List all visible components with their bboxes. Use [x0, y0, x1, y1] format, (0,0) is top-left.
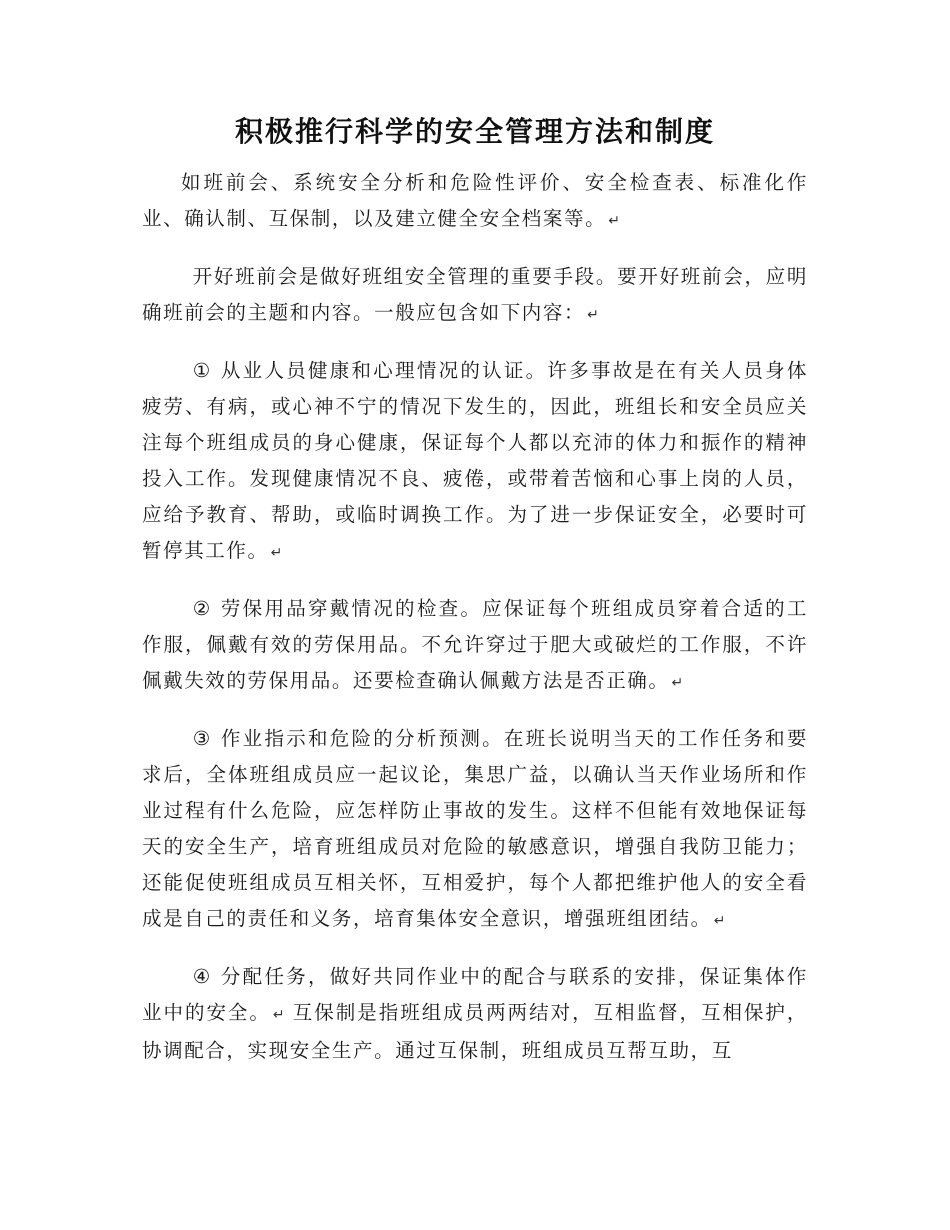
paragraph-mark-icon: ↵: [270, 545, 283, 561]
paragraph-text: ③ 作业指示和危险的分析预测。在班长说明当天的工作任务和要求后，全体班组成员应一起议论，集思广益，以确认当天作业场所和作业过程有什么危险，应怎样防止事故的发生。这样不但能有效地保证每天的安全生产，培育班组成员对危险的敏感意识，增强自我防卫能力；还能促使班组成员互相关怀，互相爱护，每个人都把维护他人的安全看成是自己的责任和义务，培育集体安全意识，增强班组团结。: [142, 727, 808, 930]
paragraph-item-4: [142, 959, 808, 1069]
paragraph-item-1: [142, 353, 808, 571]
paragraph-mark-icon: ↵: [272, 1007, 285, 1023]
paragraph-item-2: [142, 591, 808, 701]
document-body: [142, 165, 808, 1089]
document-title: 积极推行科学的安全管理方法和制度: [234, 115, 715, 148]
paragraph-mark-icon: ↵: [713, 913, 726, 929]
paragraph-text: ① 从业人员健康和心理情况的认证。许多事故是在有关人员身体疲劳、有病，或心神不宁的情况下发生的，因此，班组长和安全员应关注每个班组成员的身心健康，保证每个人都以充沛的体力和振作的精神投入工作。发现健康情况不良、疲倦，或带着苦恼和心事上岗的人员，应给予教育、帮助，或临时调换工作。为了进一步保证安全，必要时可暂停其工作。: [142, 359, 808, 562]
paragraph-mark-icon: ↵: [671, 675, 684, 691]
paragraph-meeting: [142, 259, 808, 333]
paragraph-text: ④ 分配任务，做好共同作业中的配合与联系的安排，保证集体作业中的安全。: [142, 965, 808, 1024]
paragraph-text: 如班前会、系统安全分析和危险性评价、安全检查表、标准化作业、确认制、互保制，以及建立健全安全档案等。: [142, 171, 808, 230]
paragraph-text: ② 劳保用品穿戴情况的检查。应保证每个班组成员穿着合适的工作服，佩戴有效的劳保用品。不允许穿过于肥大或破烂的工作服，不许佩戴失效的劳保用品。还要检查确认佩戴方法是否正确。: [142, 597, 808, 692]
paragraph-text: 开好班前会是做好班组安全管理的重要手段。要开好班前会，应明确班前会的主题和内容。一般应包含如下内容：: [142, 265, 808, 324]
paragraph-mark-icon: ↵: [608, 213, 620, 229]
paragraph-item-3: [142, 721, 808, 939]
paragraph-intro: [142, 165, 808, 239]
paragraph-tail-text: 互保制是指班组成员两两结对，互相监督，互相保护，协调配合，实现安全生产。通过互保制，班组成员互帮互助，互: [142, 1001, 808, 1062]
paragraph-mark-icon: ↵: [587, 307, 599, 323]
